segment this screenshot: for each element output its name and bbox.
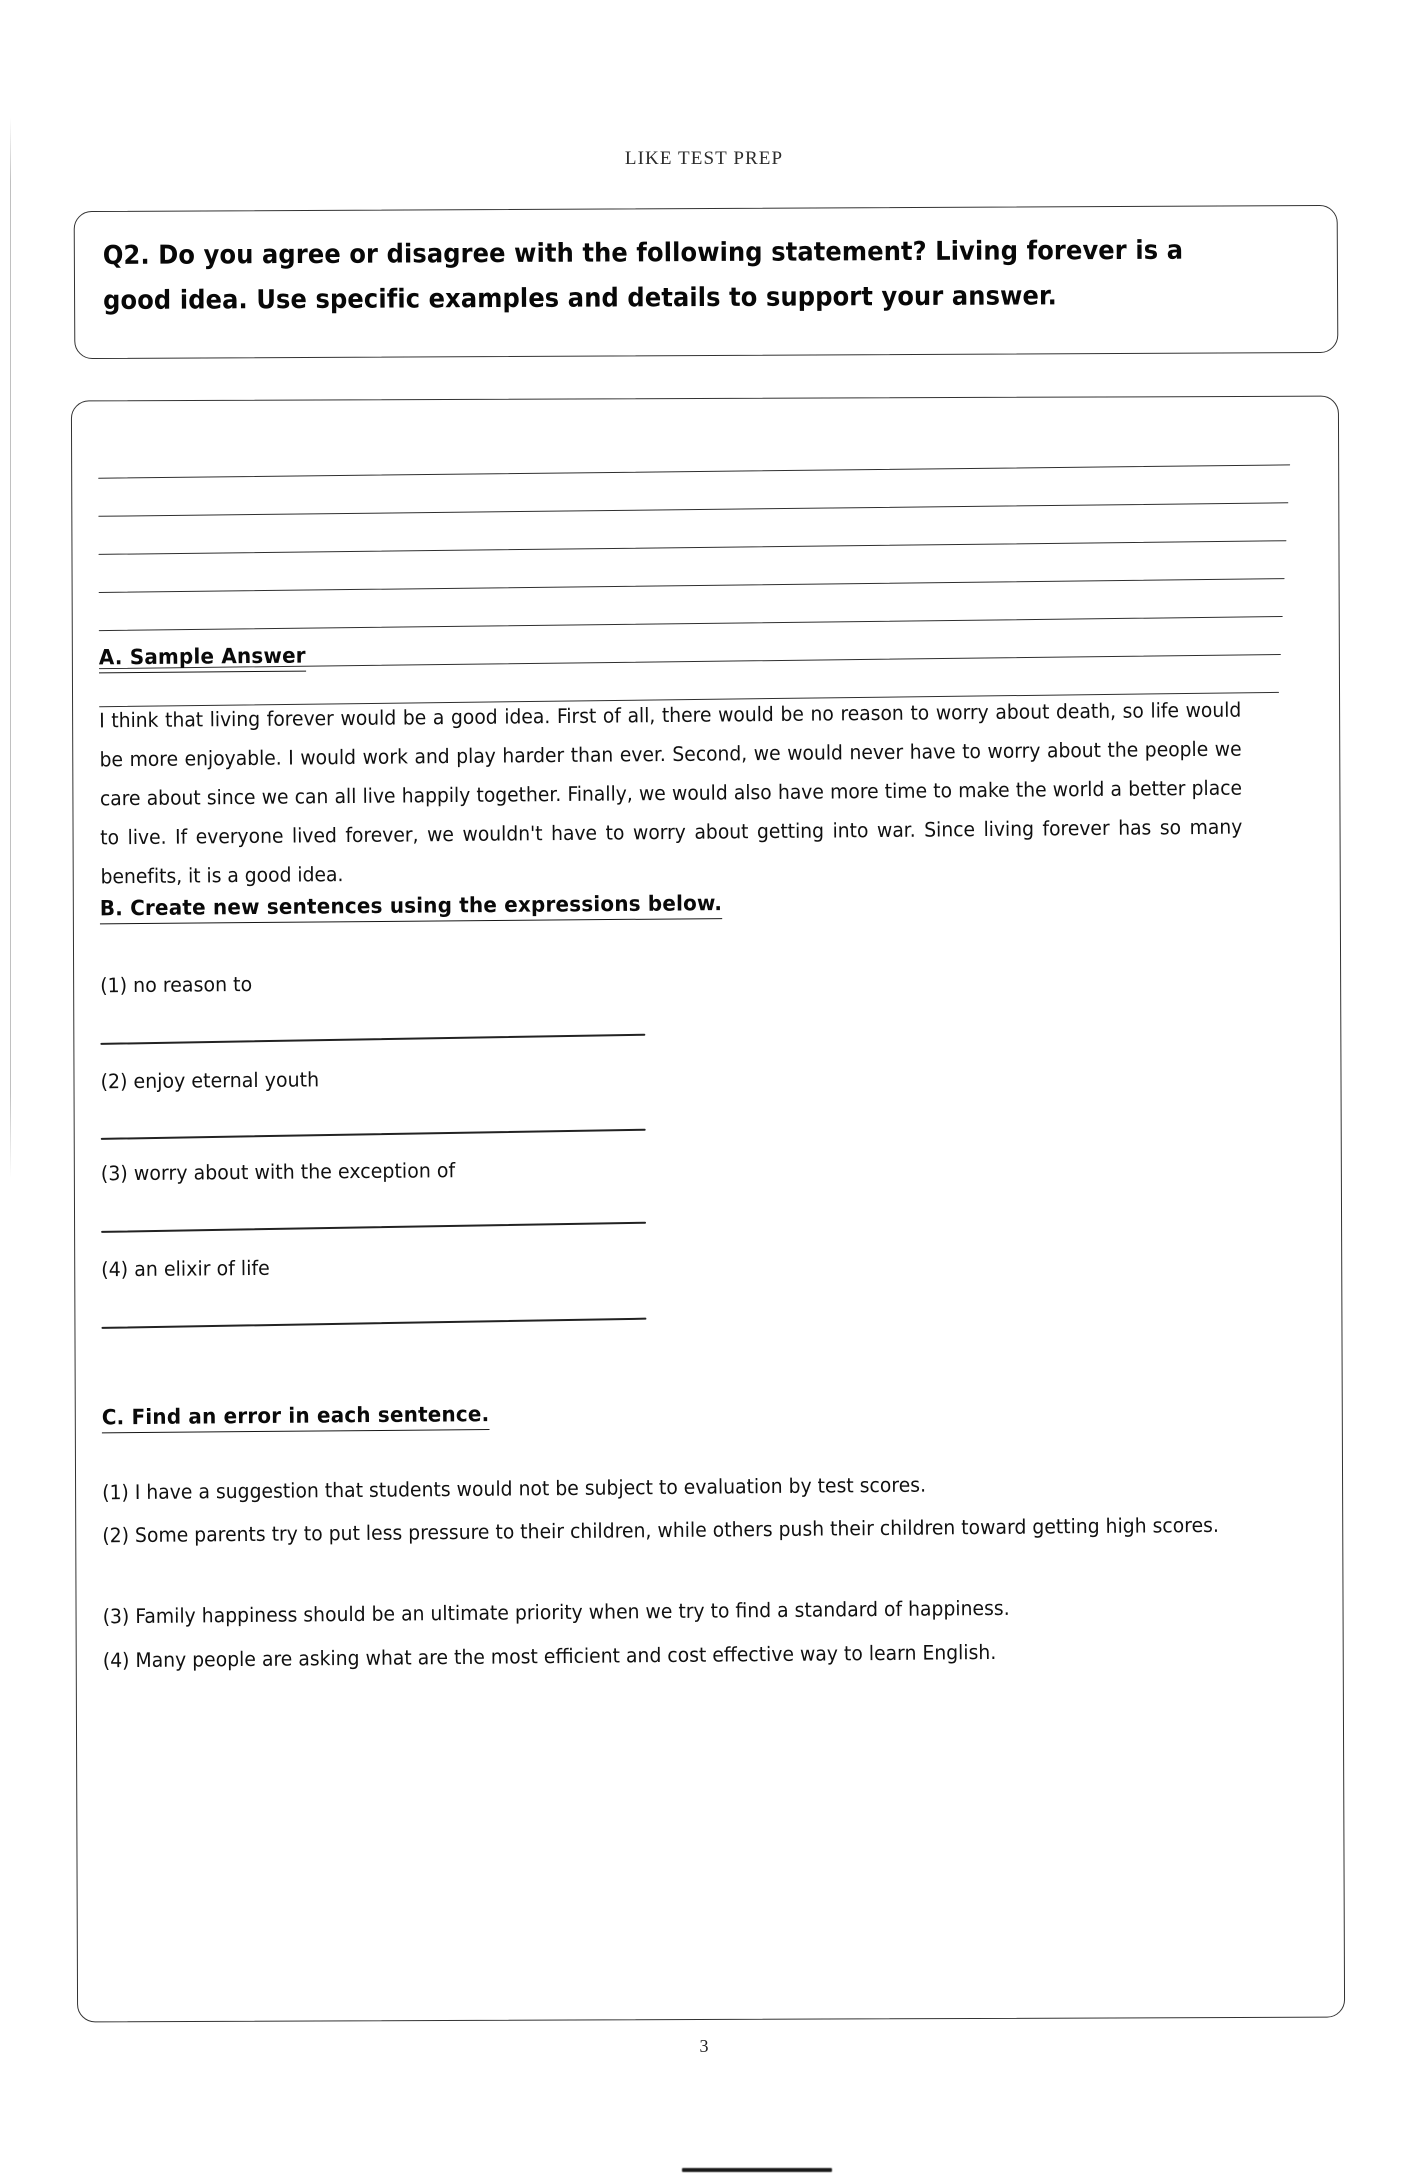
section-b-answer-blank-3[interactable] (101, 1222, 646, 1233)
section-a-heading: A. Sample Answer (99, 644, 306, 674)
section-c-item-2: (2) Some parents try to put less pressure to their children, while others push their children toward getting high scores. (102, 1512, 1219, 1548)
ruled-line[interactable] (99, 616, 1283, 631)
section-c-item-4: (4) Many people are asking what are the most efficient and cost effective way to learn English. (102, 1639, 997, 1673)
section-b-item-1: (1) no reason to (100, 971, 253, 998)
section-b-answer-blank-2[interactable] (101, 1129, 646, 1140)
section-b-item-2: (2) enjoy eternal youth (100, 1067, 320, 1094)
ruled-line[interactable] (98, 464, 1290, 479)
section-b-answer-blank-1[interactable] (100, 1034, 645, 1045)
section-b-heading: B. Create new sentences using the expressions below. (100, 891, 722, 924)
scan-bottom-artifact (682, 2168, 832, 2172)
section-a-sample-answer-paragraph: I think that living forever would be a good idea. First of all, there would be no reason to worry about death, so life would be more enjoyable. I would work and play harder than ever. Second, we would never have to worry about the people we care about since we can all live happily together. Finally, we would also have more time to make the world a better place to live. If everyone lived forever, we wouldn't have to worry about getting into war. Since living forever has so many benefits, it is a good idea. (99, 697, 1243, 889)
section-b-item-3: (3) worry about with the exception of (100, 1158, 456, 1186)
section-c-item-1: (1) I have a suggestion that students would not be subject to evaluation by test scores. (102, 1472, 927, 1505)
section-c-heading: C. Find an error in each sentence. (102, 1402, 490, 1433)
question-prompt-text: Q2. Do you agree or disagree with the following statement? Living forever is a good idea. Use specific examples and details to support your answer. (102, 235, 1184, 316)
ruled-answer-area[interactable] (72, 397, 1341, 582)
ruled-line[interactable] (98, 540, 1286, 555)
page-number: 3 (699, 2036, 709, 2056)
worksheet-body-box (71, 396, 1345, 2023)
ruled-line[interactable] (99, 578, 1285, 593)
section-b-answer-blank-4[interactable] (101, 1318, 646, 1329)
section-b-item-4: (4) an elixir of life (101, 1255, 270, 1282)
section-c-item-3: (3) Family happiness should be an ultimate priority when we try to find a standard of happiness. (102, 1595, 1010, 1629)
ruled-line[interactable] (98, 502, 1288, 517)
scan-edge-artifact (10, 118, 11, 1178)
running-head: LIKE TEST PREP (624, 148, 784, 169)
question-prompt-box (74, 205, 1339, 359)
